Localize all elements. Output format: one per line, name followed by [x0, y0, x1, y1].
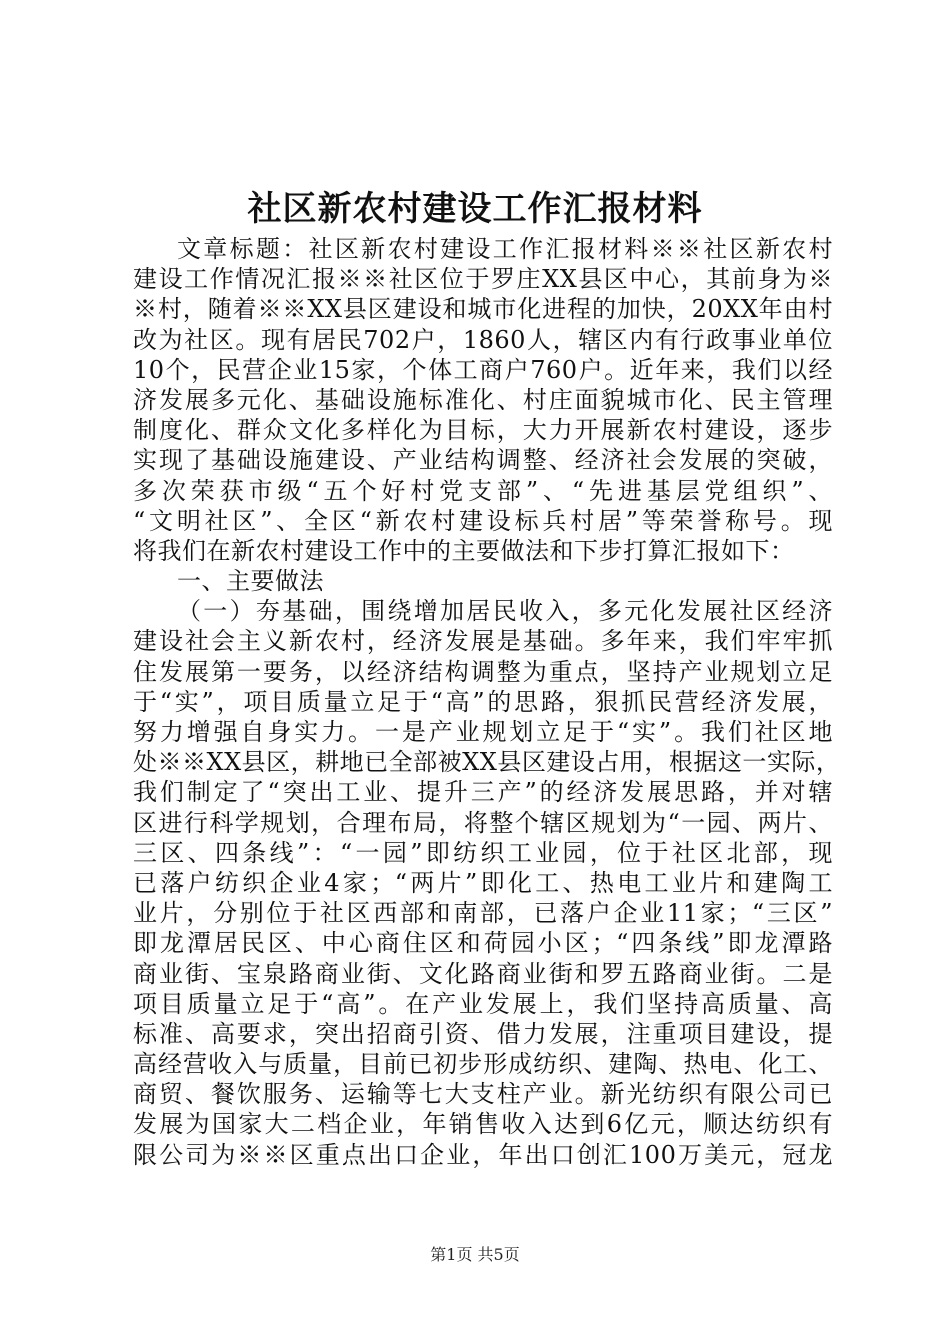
text-line: 即龙潭居民区、中心商住区和荷园小区；“四条线”即龙潭路: [133, 929, 833, 958]
text-line: 建设工作情况汇报※※社区位于罗庄XX县区中心，其前身为※: [133, 265, 833, 294]
text-line: 实现了基础设施建设、产业结构调整、经济社会发展的突破，: [133, 446, 833, 475]
text-line: 制度化、群众文化多样化为目标，大力开展新农村建设，逐步: [133, 416, 833, 445]
text-line: 多次荣获市级“五个好村党支部”、“先进基层党组织”、: [133, 476, 833, 505]
text-line: 我们制定了“突出工业、提升三产”的经济发展思路，并对辖: [133, 778, 833, 807]
subsection-heading: （一）夯基础，围绕增加居民收入，多元化发展社区经济: [177, 597, 833, 626]
text-line: 业片，分别位于社区西部和南部，已落户企业11家；“三区”: [133, 899, 833, 928]
text-line: 改为社区。现有居民702户，1860人，辖区内有行政事业单位: [133, 325, 833, 354]
text-line: 将我们在新农村建设工作中的主要做法和下步打算汇报如下：: [133, 536, 795, 565]
text-line: 努力增强自身实力。一是产业规划立足于“实”。我们社区地: [133, 718, 833, 746]
text-line: 文章标题：社区新农村建设工作汇报材料※※社区新农村: [177, 235, 833, 263]
text-line: 限公司为※※区重点出口企业，年出口创汇100万美元，冠龙: [133, 1140, 833, 1169]
page-footer: 第1页 共5页: [430, 1245, 520, 1264]
text-line: 于“实”，项目质量立足于“高”的思路，狠抓民营经济发展，: [133, 687, 833, 716]
text-line: ※村，随着※※XX县区建设和城市化进程的加快，20XX年由村: [133, 295, 833, 324]
document-body: [133, 234, 841, 1170]
text-line: 项目质量立足于“高”。在产业发展上，我们坚持高质量、高: [133, 989, 833, 1018]
text-line: 商贸、餐饮服务、运输等七大支柱产业。新光纺织有限公司已: [133, 1080, 833, 1109]
text-line: 商业街、宝泉路商业街、文化路商业街和罗五路商业街。二是: [133, 959, 833, 988]
text-line: “文明社区”、全区“新农村建设标兵村居”等荣誉称号。现: [133, 506, 833, 535]
text-line: 区进行科学规划，合理布局，将整个辖区规划为“一园、两片、: [133, 808, 833, 837]
text-line: 标准、高要求，突出招商引资、借力发展，注重项目建设，提: [133, 1019, 833, 1048]
document-title: 社区新农村建设工作汇报材料: [247, 189, 703, 229]
text-line: 济发展多元化、基础设施标准化、村庄面貌城市化、民主管理: [133, 385, 833, 414]
text-line: 10个，民营企业15家，个体工商户760户。近年来，我们以经: [133, 355, 833, 384]
section-heading: 一、主要做法: [177, 567, 324, 596]
text-line: 处※※XX县区，耕地已全部被XX县区建设占用，根据这一实际，: [133, 748, 841, 777]
text-line: 高经营收入与质量，目前已初步形成纺织、建陶、热电、化工、: [133, 1050, 833, 1079]
text-line: 建设社会主义新农村，经济发展是基础。多年来，我们牢牢抓: [133, 627, 833, 656]
text-line: 发展为国家大二档企业，年销售收入达到6亿元，顺达纺织有: [133, 1110, 833, 1139]
text-line: 住发展第一要务，以经济结构调整为重点，坚持产业规划立足: [133, 657, 833, 686]
text-line: 三区、四条线”：“一园”即纺织工业园，位于社区北部，现: [133, 838, 833, 867]
text-line: 已落户纺织企业4家；“两片”即化工、热电工业片和建陶工: [133, 868, 833, 897]
